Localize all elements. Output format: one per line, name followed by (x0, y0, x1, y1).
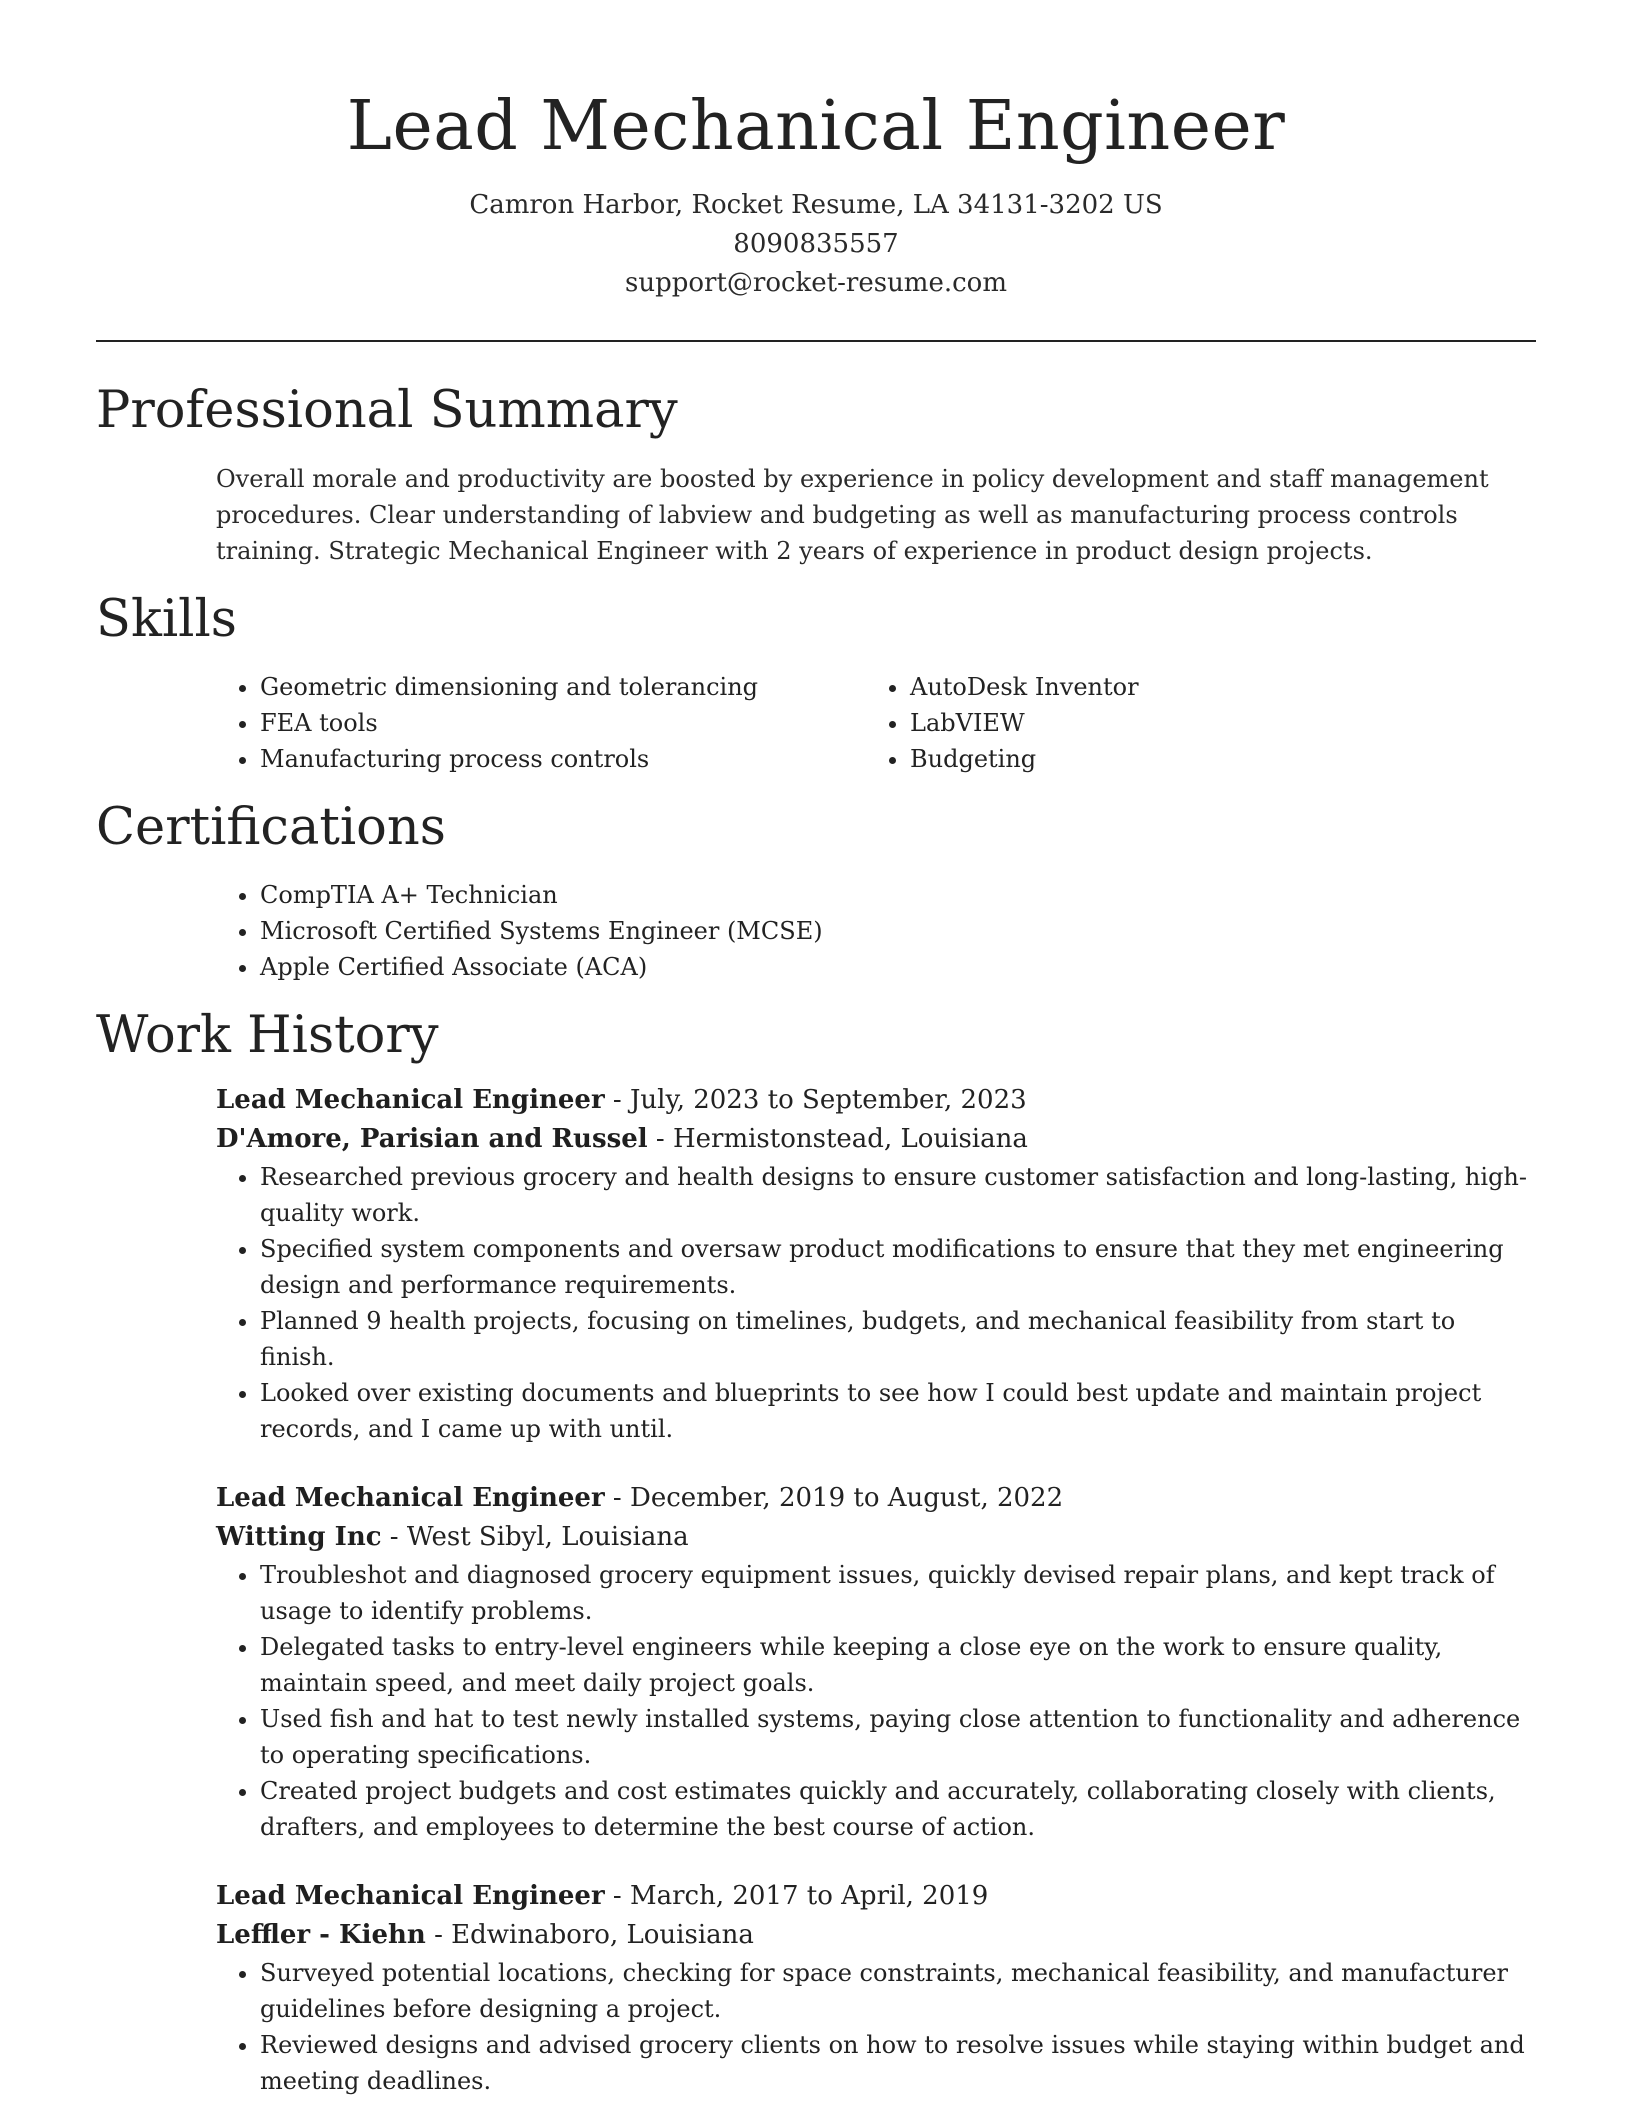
contact-address: Camron Harbor, Rocket Resume, LA 34131-3202 US (469, 190, 1163, 220)
certification-item: • Microsoft Certified Systems Engineer (MCSE) (260, 913, 1536, 949)
job-company: Witting Inc (216, 1522, 382, 1552)
job-title-line (216, 1479, 1536, 1518)
job-location: - Edwinaboro, Louisiana (425, 1920, 754, 1950)
job-dates: - March, 2017 to April, 2019 (604, 1881, 989, 1911)
header-divider (96, 340, 1536, 342)
job-bullet: • Delegated tasks to entry-level engineers while keeping a close eye on the work to ensure quality, maintain speed, and meet daily project goals. (260, 1629, 1536, 1701)
contact-email: support@rocket-resume.com (624, 268, 1007, 298)
certification-item: • CompTIA A+ Technician (260, 877, 1536, 913)
job-dates: - December, 2019 to August, 2022 (604, 1483, 1064, 1513)
skill-item: • FEA tools (260, 705, 866, 741)
job-bullets (216, 1159, 1536, 1447)
job-role: Lead Mechanical Engineer (216, 1085, 605, 1115)
job-bullets (216, 1955, 1536, 2099)
resume-title: Lead Mechanical Engineer (346, 87, 1286, 166)
skill-item: • Manufacturing process controls (260, 741, 866, 777)
resume-page (96, 0, 1536, 2099)
job-bullet: • Surveyed potential locations, checking for space constraints, mechanical feasibility, and manufacturer guidelines before designing a project. (260, 1955, 1536, 2027)
skill-item: • Geometric dimensioning and tolerancing (260, 669, 866, 705)
contact-phone: 8090835557 (733, 229, 899, 259)
job-company: D'Amore, Parisian and Russel (216, 1124, 648, 1154)
job-role: Lead Mechanical Engineer (216, 1483, 605, 1513)
job-bullet: • Troubleshot and diagnosed grocery equipment issues, quickly devised repair plans, and kept track of usage to identify problems. (260, 1557, 1536, 1629)
job-bullet: • Used fish and hat to test newly installed systems, paying close attention to functionality and adherence to operating specifications. (260, 1701, 1536, 1773)
skill-item: • Budgeting (910, 741, 1510, 777)
job-company: Leffler - Kiehn (216, 1920, 426, 1950)
job-entry (216, 1877, 1536, 2099)
skill-item: • LabVIEW (910, 705, 1510, 741)
job-entry (216, 1479, 1536, 1845)
job-bullet: • Looked over existing documents and blueprints to see how I could best update and maintain project records, and I came up with until. (260, 1375, 1536, 1447)
skill-item: • AutoDesk Inventor (910, 669, 1510, 705)
job-title-line (216, 1081, 1536, 1120)
job-title-line (216, 1877, 1536, 1916)
job-entry (216, 1081, 1536, 1447)
job-company-line (216, 1916, 1536, 1955)
job-location: - West Sibyl, Louisiana (381, 1522, 689, 1552)
certifications-heading: Certifications (96, 798, 446, 857)
job-dates: - July, 2023 to September, 2023 (604, 1085, 1027, 1115)
job-company-line (216, 1120, 1536, 1159)
work-history-heading: Work History (96, 1006, 439, 1065)
job-company-line (216, 1518, 1536, 1557)
certifications-list (216, 877, 1536, 985)
skills-list (216, 669, 1536, 777)
skills-column-left (216, 669, 866, 777)
contact-block (96, 186, 1536, 303)
skills-heading: Skills (96, 590, 237, 649)
job-bullets (216, 1557, 1536, 1845)
job-bullet: • Specified system components and oversaw product modifications to ensure that they met engineering design and performance requirements. (260, 1231, 1536, 1303)
job-location: - Hermistonstead, Louisiana (647, 1124, 1028, 1154)
job-bullet: • Reviewed designs and advised grocery clients on how to resolve issues while staying within budget and meeting deadlines. (260, 2027, 1536, 2099)
summary-text: Overall morale and productivity are boosted by experience in policy development and staff management procedures. Clear understanding of labview and budgeting as well as manufacturing process controls training. Strategic Mechanical Engineer with 2 years of experience in product design projects. (216, 465, 1489, 565)
job-role: Lead Mechanical Engineer (216, 1881, 605, 1911)
job-bullet: • Planned 9 health projects, focusing on timelines, budgets, and mechanical feasibility from start to finish. (260, 1303, 1536, 1375)
certification-item: • Apple Certified Associate (ACA) (260, 949, 1536, 985)
skills-column-right (866, 669, 1510, 777)
job-bullet: • Researched previous grocery and health designs to ensure customer satisfaction and long-lasting, high-quality work. (260, 1159, 1536, 1231)
summary-heading: Professional Summary (96, 381, 678, 440)
job-bullet: • Created project budgets and cost estimates quickly and accurately, collaborating closely with clients, drafters, and employees to determine the best course of action. (260, 1773, 1536, 1845)
